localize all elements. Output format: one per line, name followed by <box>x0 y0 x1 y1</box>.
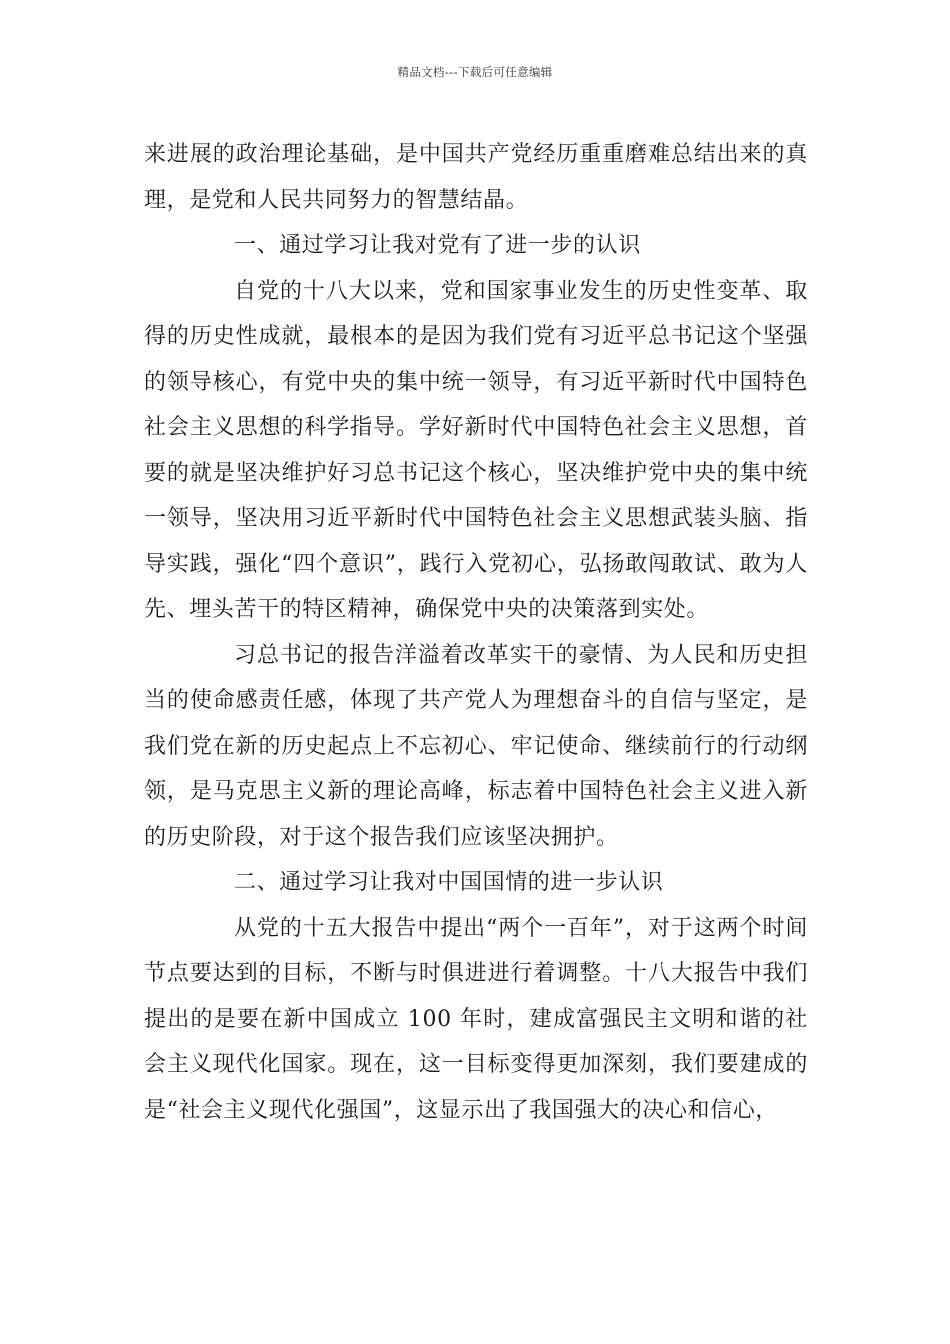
paragraph: 自党的十八大以来，党和国家事业发生的历史性变革、取得的历史性成就，最根本的是因为我们党有习近平总书记这个坚强的领导核心，有党中央的集中统一领导，有习近平新时代中国特色社会主义思想的科学指导。学好新时代中国特色社会主义思想，首要的就是坚决维护好习总书记这个核心，坚决维护党中央的集中统一领导，坚决用习近平新时代中国特色社会主义思想武装头脑、指导实践，强化“四个意识”，践行入党初心，弘扬敢闯敢试、敢为人先、埋头苦干的特区精神，确保党中央的决策落到实处。 <box>144 278 808 622</box>
section-heading-2: 二、通过学习让我对中国国情的进一步认识 <box>234 870 664 895</box>
document-body <box>144 132 808 1133</box>
page-header: 精品文档---下载后可任意编辑 <box>397 65 553 79</box>
section-heading-1: 一、通过学习让我对党有了进一步的认识 <box>234 233 641 258</box>
paragraph: 从党的十五大报告中提出“两个一百年”，对于这两个时间节点要达到的目标，不断与时俱进进行着调整。十八大报告中我们提出的是要在新中国成立 100 年时，建成富强民主文明和谐的社会主义现代化国家。现在，这一目标变得更加深刻，我们要建成的是“社会主义现代化强国”，这显示出了我国强大的决心和信心， <box>144 915 808 1123</box>
paragraph-continuation: 来进展的政治理论基础，是中国共产党经历重重磨难总结出来的真理，是党和人民共同努力的智慧结晶。 <box>144 142 808 213</box>
paragraph: 习总书记的报告洋溢着改革实干的豪情、为人民和历史担当的使命感责任感，体现了共产党人为理想奋斗的自信与坚定，是我们党在新的历史起点上不忘初心、牢记使命、继续前行的行动纲领，是马克思主义新的理论高峰，标志着中国特色社会主义进入新的历史阶段，对于这个报告我们应该坚决拥护。 <box>144 642 808 850</box>
